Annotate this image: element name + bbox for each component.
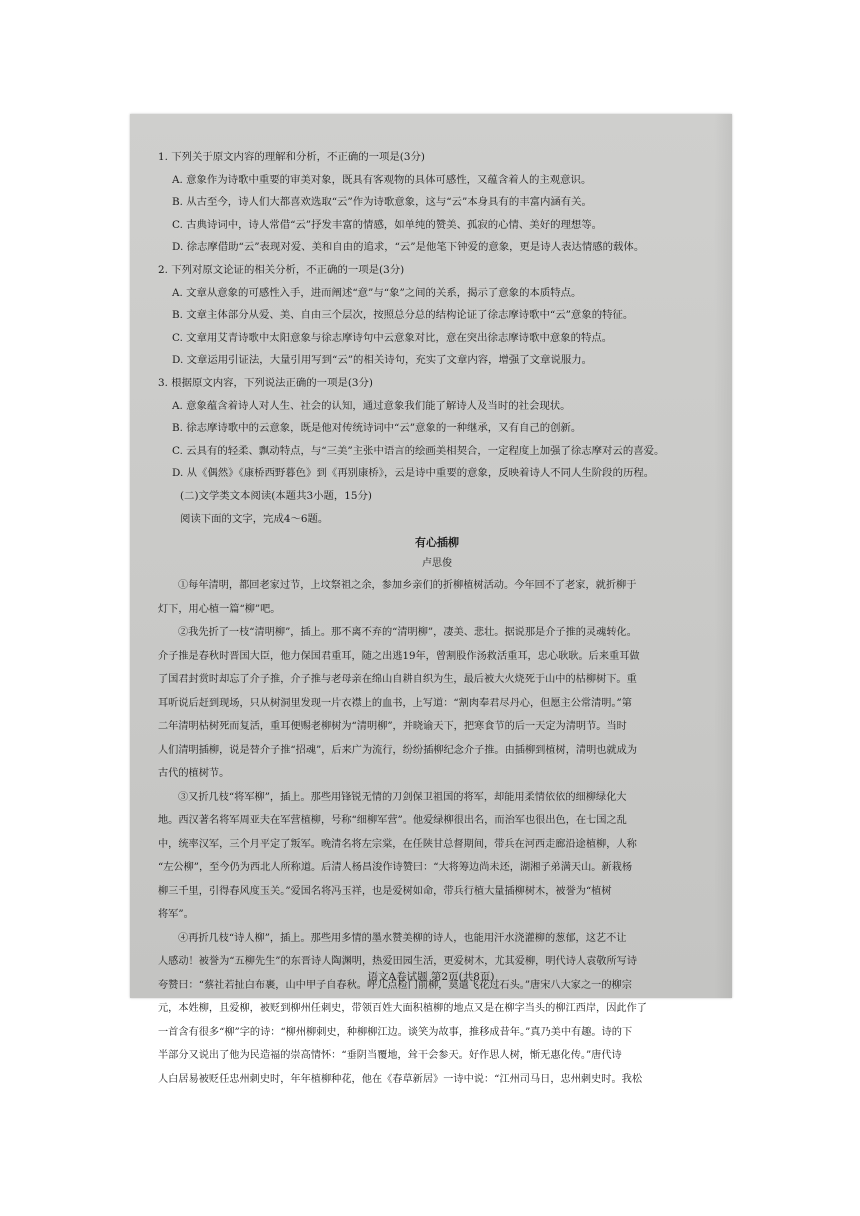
question-option: D. 徐志摩借助“云”表现对爱、美和自由的追求，“云”是他笔下钟爱的意象，更是诗人表达情感的载体。 (172, 241, 645, 254)
article-line: “左公柳”，至今仍为西北人所称道。后清人杨昌浚作诗赞曰：“大将筹边尚未还，湖湘子弟满天山。新栽杨 (158, 862, 633, 874)
question-option: D. 从《偶然》《康桥西野暮色》到《再别康桥》，云是诗中重要的意象，反映着诗人不同人生阶段的历程。 (172, 467, 655, 480)
question-stem: 1. 下列关于原文内容的理解和分析，不正确的一项是(3分) (158, 151, 425, 163)
question-option: C. 文章用艾青诗歌中太阳意象与徐志摩诗句中云意象对比，意在突出徐志摩诗歌中意象的特点。 (172, 331, 613, 344)
article-line: 介子推是春秋时晋国大臣，他力保国君重耳，随之出逃19年，曾割股作汤救活重耳，忠心耿耿。后来重耳做 (158, 650, 640, 662)
page-footer: 语文A卷试题 第2页(共8页) (367, 971, 495, 983)
article-line: 半部分又说出了他为民造福的崇高情怀：“垂阴当覆地，耸干会参天。好作思人树，惭无惠化传。”唐代诗 (158, 1050, 622, 1062)
page-content (158, 146, 716, 1091)
question-option: D. 文章运用引证法，大量引用写到“云”的相关诗句，充实了文章内容，增强了文章说服力。 (172, 354, 593, 367)
article-line: 人们清明插柳，说是替介子推“招魂”，后来广为流行，纷纷插柳纪念介子推。由插柳到植树，清明也就成为 (158, 744, 638, 756)
question-option: A. 意象作为诗歌中重要的审美对象，既具有客观物的具体可感性，又蕴含着人的主观意识。 (172, 173, 592, 186)
article-line: ②我先折了一枝“清明柳”，插上。那不离不弃的“清明柳”，凄美、悲壮。据说那是介子推的灵魂转化。 (178, 627, 637, 639)
article-line: 人感动！被誉为“五柳先生”的东晋诗人陶渊明，热爱田园生活，更爱树木，尤其爱柳，明代诗人袁敬所写诗 (158, 956, 638, 968)
article-line: 地。西汉著名将军周亚夫在军营植柳，号称“细柳军营”。他爱绿柳很出名，而治军也很出色，在七国之乱 (158, 815, 627, 827)
article-line: ①每年清明，都回老家过节，上坟祭祖之余，参加乡亲们的折柳植树活动。今年回不了老家，就折柳于 (178, 580, 637, 592)
article-line: 柳三千里，引得春风度玉关。”爱国名将冯玉祥，也是爱树如命，带兵行植大量插柳树木，被誉为“植树 (158, 885, 612, 897)
question-option: A. 意象蕴含着诗人对人生、社会的认知，通过意象我们能了解诗人及当时的社会现状。 (172, 399, 571, 412)
article-line: ③又折几枝“将军柳”，插上。那些用锋锐无情的刀剑保卫祖国的将军，却能用柔情依依的细柳绿化大 (178, 791, 627, 803)
article-author: 卢思俊 (422, 558, 452, 570)
article-line: 一首含有很多“柳”字的诗：“柳州柳刺史，种柳柳江边。谈笑为故事，推移成昔年。”真乃美中有趣。诗的下 (158, 1026, 633, 1038)
article-line: 耳听说后赶到现场，只从树洞里发现一片衣襟上的血书，上写道：“割肉奉君尽丹心，但愿主公常清明。”第 (158, 697, 632, 709)
section-instruction: 阅读下面的文字，完成4～6题。 (180, 512, 329, 525)
article-line: 古代的植树节。 (158, 768, 230, 780)
page-shadow (714, 114, 732, 998)
article-line: 人白居易被贬任忠州刺史时，年年植柳种花，他在《春草新居》一诗中说：“江州司马日，忠州刺史时。我松 (158, 1073, 643, 1085)
article-title: 有心插柳 (415, 536, 459, 550)
question-stem: 2. 下列对原文论证的相关分析，不正确的一项是(3分) (158, 263, 405, 276)
article-line: 了国君封赏时却忘了介子推，介子推与老母亲在绵山自耕自织为生，最后被大火烧死于山中的枯柳树下。重 (158, 674, 637, 686)
article-line: 灯下，用心植一篇“柳”吧。 (158, 603, 281, 615)
article-line: 中，统率汉军，三个月平定了叛军。晚清名将左宗棠，在任陕甘总督期间，带兵在河西走廊沿途植柳，人称 (158, 838, 637, 850)
article-line: 将军”。 (158, 909, 194, 921)
exam-page (130, 114, 732, 1085)
article-line: ④再折几枝“诗人柳”，插上。那些用多情的墨水赞美柳的诗人，也能用汗水浇灌柳的葱郁，这艺不让 (178, 932, 627, 944)
article-body (158, 574, 716, 1091)
article-line: 二年清明枯树死而复活，重耳便赐老柳树为“清明柳”，并晓谕天下，把寒食节的后一天定为清明节。当时 (158, 721, 627, 733)
question-option: B. 徐志摩诗歌中的云意象，既是他对传统诗词中“云”意象的一种继承，又有自己的创新。 (172, 422, 582, 435)
question-option: B. 从古至今，诗人们大都喜欢选取“云”作为诗歌意象，这与“云”本身具有的丰富内涵有关。 (172, 196, 592, 209)
question-option: C. 云具有的轻柔、飘动特点，与“三美”主张中语言的绘画美相契合，一定程度上加强了徐志摩对云的喜爱。 (172, 444, 665, 457)
question-list (158, 146, 716, 485)
section-heading: (二)文学类文本阅读(本题共3小题，15分) (180, 489, 372, 502)
question-stem: 3. 根据原文内容，下列说法正确的一项是(3分) (158, 376, 373, 389)
question-option: C. 古典诗词中，诗人常借“云”抒发丰富的情感，如单纯的赞美、孤寂的心情、美好的理想等。 (172, 218, 603, 231)
article-line: 夸赞曰：“蔡社若扯白布裹，山中甲子自春秋。呼儿点检门前柳，莫遣飞花过石头。”唐宋八大家之一的柳宗 (158, 979, 632, 991)
question-option: A. 文章从意象的可感性入手，进而阐述“意”与“象”之间的关系，揭示了意象的本质特点。 (172, 286, 582, 299)
article-line: 元，本姓柳，且爱柳，被贬到柳州任刺史，带领百姓大面积植柳的地点又是在柳字当头的柳江西岸，因此作了 (158, 1003, 647, 1015)
question-option: B. 文章主体部分从爱、美、自由三个层次，按照总分总的结构论证了徐志摩诗歌中“云”意象的特征。 (172, 309, 634, 322)
